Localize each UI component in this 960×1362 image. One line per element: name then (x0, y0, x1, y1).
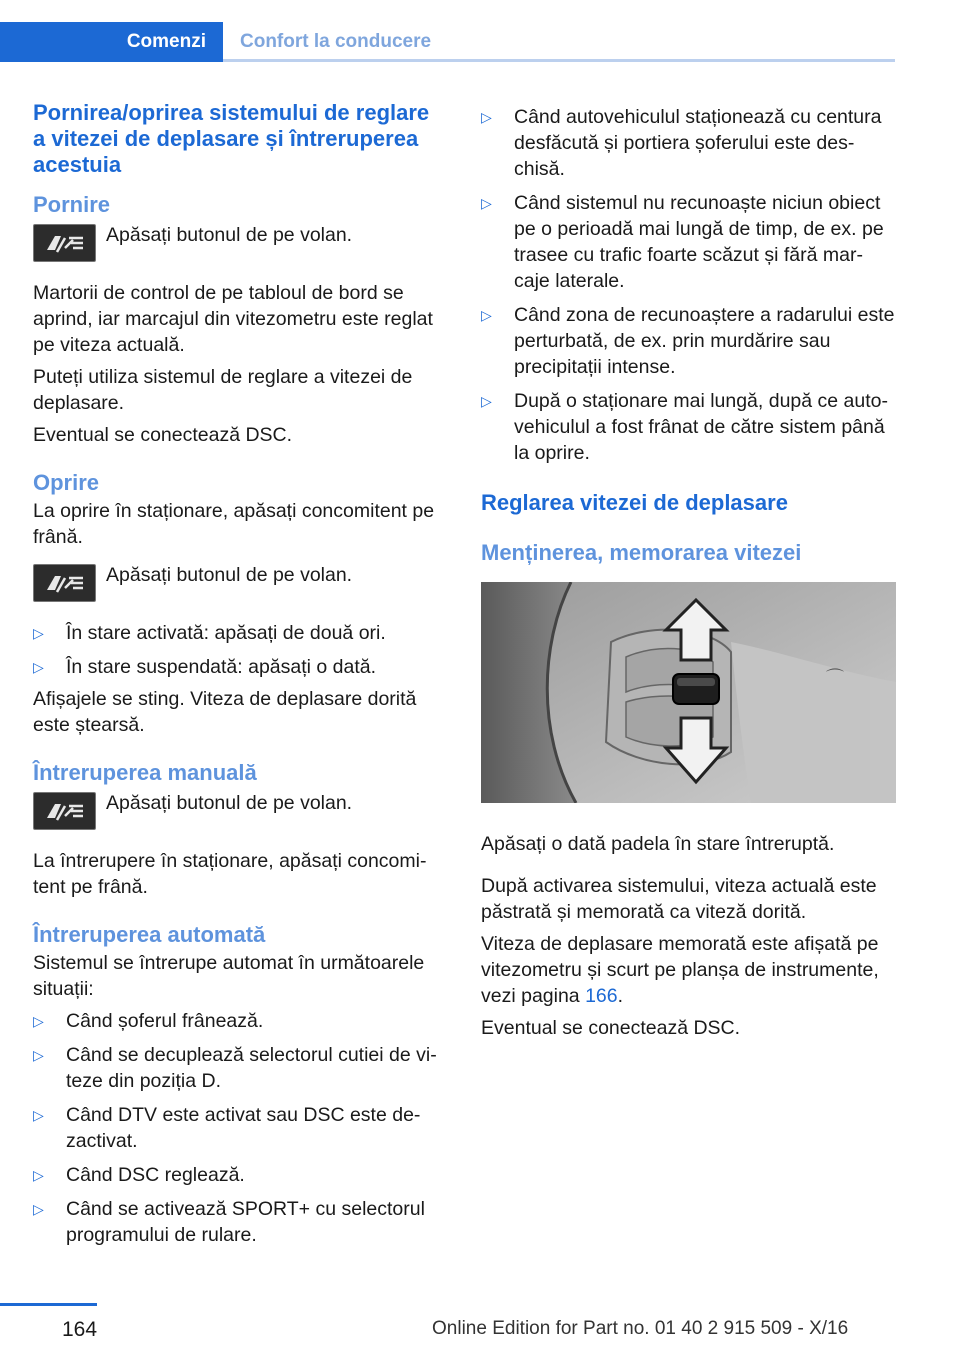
list-item (481, 302, 896, 380)
automat-heading: Întreruperea automată (33, 922, 266, 947)
oprire-icon-row (33, 562, 443, 602)
list-item (481, 388, 896, 466)
triangle-right-icon: ▷ (33, 625, 44, 641)
list-item-text: Când se decuplează selectorul cutiei de vi‐teze din poziția D. (66, 1044, 437, 1092)
cruise-control-button-icon (33, 224, 96, 262)
oprire-list (33, 620, 443, 680)
triangle-right-icon: ▷ (33, 1013, 44, 1029)
left-column (33, 100, 443, 1248)
mentinere-p3-end: . (617, 985, 624, 1007)
list-item-text: Când DTV este activat sau DSC este de‐zactivat. (66, 1104, 421, 1152)
cruise-control-button-icon (33, 564, 96, 602)
automat-p1: Sistemul se întrerupe automat în următoarele situații: (33, 952, 425, 1000)
tab-comenzi-label: Comenzi (126, 31, 206, 52)
mentinere-p4: Eventual se conectează DSC. (481, 1017, 741, 1039)
list-item (33, 654, 443, 680)
triangle-right-icon: ▷ (33, 1201, 44, 1217)
section-title: Pornirea/oprirea sistemului de reglare a vitezei de deplasare și întreruperea acestuia (33, 100, 430, 177)
page-link[interactable]: 166 (585, 985, 618, 1007)
mentinere-heading: Menținerea, memorarea vitezei (481, 540, 802, 565)
pornire-p2: Puteți utiliza sistemul de reglare a vitezei de deplasare. (33, 366, 413, 414)
header-divider (223, 59, 895, 62)
right-list (481, 104, 896, 466)
footer-divider (0, 1303, 97, 1306)
list-item-text: Când sistemul nu recunoaște niciun obiect pe o perioadă mai lungă de timp, de ex. pe trasee cu trafic foarte scăzut și fără mar‐caje laterale. (514, 192, 884, 292)
tab-confort-label: Confort la conducere (240, 31, 432, 52)
manual-heading: Întreruperea manuală (33, 760, 257, 785)
edition-text: Online Edition for Part no. 01 40 2 915 509 - X/16 (432, 1318, 849, 1339)
triangle-right-icon: ▷ (33, 1107, 44, 1123)
triangle-right-icon: ▷ (481, 393, 492, 409)
mentinere-p2: După activarea sistemului, viteza actuală este păstrată și memorată ca viteză dorită. (481, 875, 877, 923)
tab-comenzi[interactable] (0, 22, 223, 62)
list-item (33, 620, 443, 646)
mentinere-p3-text: Viteza de deplasare memorată este afișată pe vitezometru și scurt pe planșa de instrumente, vezi pagina (481, 933, 879, 1007)
list-item-text: În stare suspendată: apăsați o dată. (66, 656, 377, 678)
pornire-p3: Eventual se conectează DSC. (33, 424, 293, 446)
manual-icon-row (33, 790, 443, 830)
list-item-text: Când șoferul frânează. (66, 1010, 264, 1032)
pornire-icon-text: Apăsați butonul de pe volan. (106, 224, 353, 246)
reglare-heading: Reglarea vitezei de deplasare (481, 490, 788, 515)
list-item (33, 1042, 443, 1094)
page-header (0, 0, 895, 62)
list-item (33, 1196, 443, 1248)
mentinere-p3 (481, 931, 896, 1009)
steering-wheel-photo (481, 582, 896, 803)
list-item (33, 1102, 443, 1154)
list-item (481, 104, 896, 182)
svg-text:⌒: ⌒ (826, 668, 844, 689)
right-column (481, 100, 896, 1041)
mentinere-p1: Apăsați o dată padela în stare întreruptă. (481, 833, 835, 855)
oprire-icon-text: Apăsați butonul de pe volan. (106, 564, 353, 586)
page-number: 164 (62, 1318, 98, 1341)
pornire-heading: Pornire (33, 192, 111, 217)
tab-confort-la-conducere[interactable] (240, 22, 431, 62)
list-item (481, 190, 896, 294)
oprire-p2: Afișajele se sting. Viteza de deplasare dorită este ștearsă. (33, 688, 417, 736)
pornire-p1: Martorii de control de pe tabloul de bord se aprind, iar marcajul din vitezometru este reglat pe viteza actuală. (33, 282, 433, 356)
triangle-right-icon: ▷ (33, 1167, 44, 1183)
oprire-heading: Oprire (33, 470, 100, 495)
list-item-text: După o staționare mai lungă, după ce auto‐vehiculul a fost frânat de către sistem până la oprire. (514, 390, 888, 464)
oprire-p1: La oprire în staționare, apăsați concomitent pe frână. (33, 500, 435, 548)
triangle-right-icon: ▷ (481, 307, 492, 323)
cruise-control-button-icon (33, 792, 96, 830)
list-item (33, 1162, 443, 1188)
list-item-text: Când se activează SPORT+ cu selectorul programului de rulare. (66, 1198, 425, 1246)
triangle-right-icon: ▷ (481, 195, 492, 211)
triangle-right-icon: ▷ (481, 109, 492, 125)
triangle-right-icon: ▷ (33, 659, 44, 675)
list-item-text: În stare activată: apăsați de două ori. (66, 622, 386, 644)
manual-p1: La întrerupere în staționare, apăsați concomi‐tent pe frână. (33, 850, 427, 898)
manual-icon-text: Apăsați butonul de pe volan. (106, 792, 353, 814)
pornire-icon-row (33, 222, 443, 262)
automat-list (33, 1008, 443, 1248)
list-item-text: Când autovehiculul staționează cu centura desfăcută și portiera șoferului este des‐chisă. (514, 106, 882, 180)
triangle-right-icon: ▷ (33, 1047, 44, 1063)
list-item (33, 1008, 443, 1034)
list-item-text: Când DSC reglează. (66, 1164, 245, 1186)
list-item-text: Când zona de recunoaștere a radarului este perturbată, de ex. prin murdărire sau precipitații intense. (514, 304, 895, 378)
